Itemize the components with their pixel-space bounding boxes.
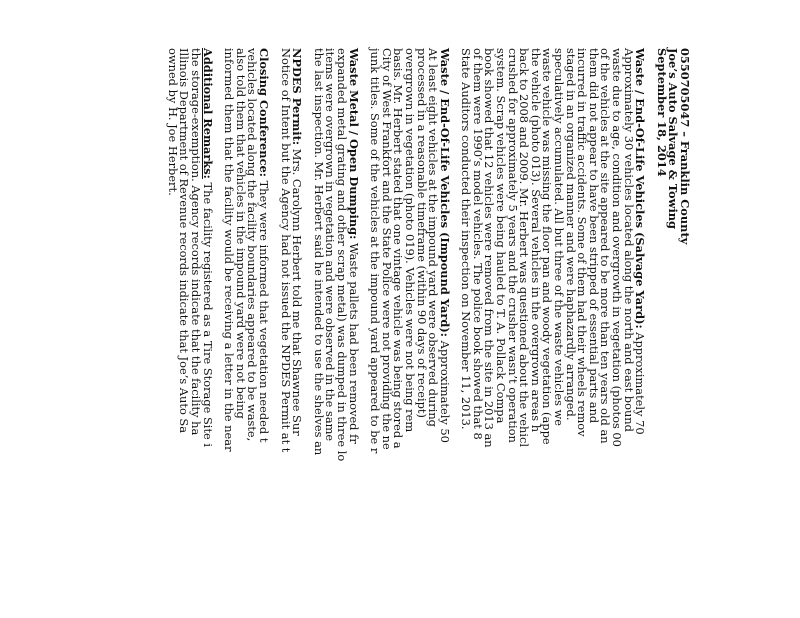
section-line <box>312 48 324 618</box>
section-text: They were informed that vegetation needed t <box>257 176 271 443</box>
section-heading: Waste / End-Of-Life Vehicles (Salvage Yard): <box>633 48 648 329</box>
section-text: back to 2008 and 2009. Mr. Herbert was questioned about the vehicl <box>517 48 532 448</box>
section-text: the last inspection. Mr. Herbert said he intended to use the shelves an <box>311 48 326 456</box>
section-line <box>279 48 291 618</box>
section-text: Waste pallets had been removed fr <box>346 239 361 444</box>
section-impound <box>369 48 450 618</box>
section-text: At least eight vehicles at the impound yard were observed during <box>426 48 441 427</box>
section-line <box>166 48 178 618</box>
section-text: The facility registered as a Tire Storage Site i <box>200 178 215 448</box>
section-text: crushed for approximately 5 years and the crusher wasn’t operation <box>505 48 520 443</box>
section-text: Illinois Department of Revenue records indicate that Joe’s Auto Sa <box>177 48 192 434</box>
section-salvage <box>460 48 646 618</box>
section-remarks <box>165 48 215 618</box>
section-text: of them were 1990’s model vehicles. The police book showed that 8 <box>470 48 485 440</box>
section-heading: Waste Metal / Open Dumping: <box>346 48 361 240</box>
section-heading: Additional Remarks: <box>200 48 215 179</box>
section-npdes <box>278 48 305 618</box>
section-text: staged in an organized manner and were haphazardly arranged. <box>563 48 578 421</box>
section-text: Approximately 70 <box>633 328 648 435</box>
section-text: of the vehicles at the site appeared to be more than ten years old an <box>598 48 613 444</box>
section-line <box>460 48 472 618</box>
section-text: processed in a reasonable timeframe (within 90 days of receipt) <box>414 48 429 418</box>
rotated-text-block <box>166 48 690 618</box>
section-closing <box>223 48 269 618</box>
section-text: waste due to age, condition and overgrowth in vegetation (photos 00 <box>610 48 625 447</box>
section-text: basis. Mr. Herbert stated that one vintage vehicle was being stored a <box>391 48 406 449</box>
section-heading: Waste / End-Of-Life Vehicles (Impound Yard): <box>437 48 452 337</box>
section-text: them did not appear to have been stripped of essential parts and <box>586 48 601 424</box>
section-heading: NPDES Permit: <box>290 48 305 146</box>
sections <box>165 48 648 618</box>
section-text: City of West Frankfort and the State Police were not providing the ne <box>379 48 394 450</box>
section-text: system. Scrap vehicles were being hauled to T. A. Pollack Compa <box>494 48 509 424</box>
section-text: State Auditors conducted their inspection on November 11, 2013. <box>459 48 474 430</box>
section-text: Approximately 30 vehicles located along the north and east bound <box>621 48 636 432</box>
section-line <box>369 48 381 618</box>
section-text: the storage-exemption. Agency records indicate that the facility ha <box>189 48 204 436</box>
section-text: owned by H. Joe Herbert. <box>165 48 180 196</box>
section-text: Mrs. Carolynn Herbert told me that Shawnee Sur <box>290 145 305 436</box>
section-text: vehicles located along the facility boundaries appeared to be waste, <box>245 48 260 442</box>
header-line-3: September 18, 2014 <box>654 48 669 177</box>
section-text: the vehicle (photo 013). Several vehicles in the overgrown areas h <box>528 48 543 433</box>
section-text: expanded metal grating and other scrap metal) was dumped in three lo <box>334 48 349 462</box>
section-scrap <box>311 48 361 618</box>
section-text: items were overgrown in vegetation and were observed in the same <box>323 48 338 442</box>
section-text: incurred in traffic accidents. Some of them had their wheels remov <box>575 48 590 437</box>
header-line-2: Joe’s Auto Salvage & Towing <box>666 48 681 230</box>
header-line-1: 0550705047 – Franklin County <box>678 48 692 245</box>
section-text: waste vehicle was missing the floor pan and woody vegetation (appe <box>540 48 555 445</box>
section-text: book showed that 12 vehicles were removed from the site in 2013 an <box>482 48 497 448</box>
section-line <box>223 48 235 618</box>
section-text: overgrown in vegetation (photo 019). Vehicles were not being rem <box>402 48 417 433</box>
section-text: Approximately 50 <box>437 337 452 443</box>
section-text: junk titles. Some of the vehicles at the impound yard appeared to be r <box>368 48 383 454</box>
section-text: speculatively accumulated. All but three of the waste vehicles we <box>552 48 567 427</box>
section-text: informed them that the facility would be receiving a letter in the near <box>222 48 237 452</box>
section-text: Notice of Intent but the Agency had not issued the NPDES Permit at t <box>278 48 293 453</box>
section-heading: Closing Conference: <box>257 48 271 177</box>
section-text: also told them that vehicles in the impound yard were not being <box>233 48 248 419</box>
